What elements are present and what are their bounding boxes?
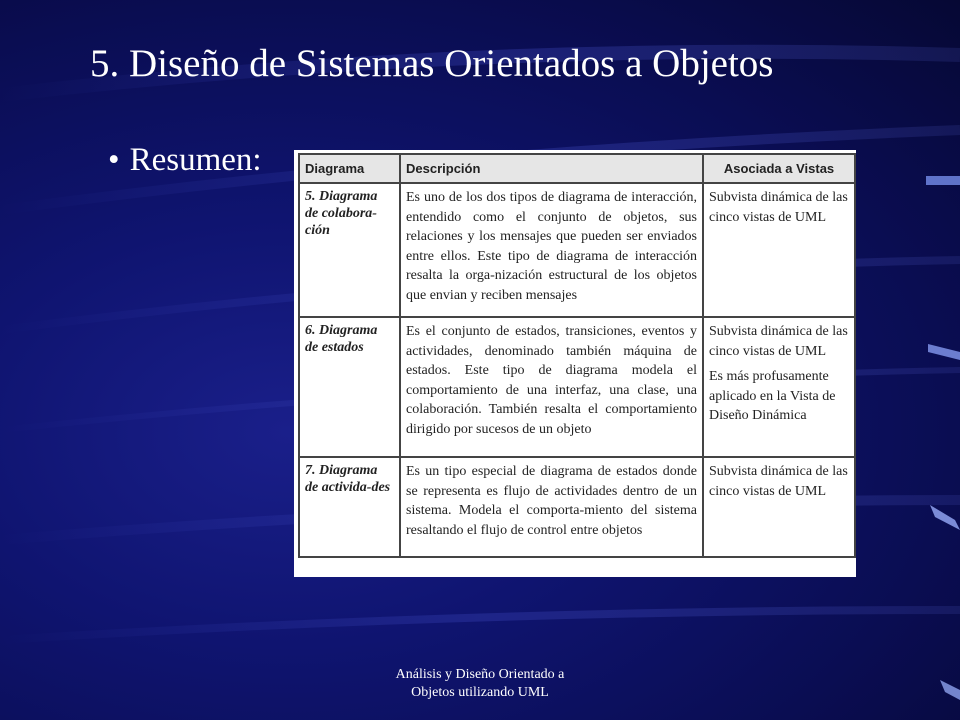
summary-table <box>298 153 856 558</box>
view-text: Subvista dinámica de las cinco vistas de UML <box>709 324 848 359</box>
slide-footer <box>340 666 620 702</box>
diagram-views <box>703 183 855 317</box>
table-header-row <box>299 154 855 183</box>
diagram-views <box>703 457 855 557</box>
diagram-views <box>703 317 855 457</box>
diagram-description: Es uno de los dos tipos de diagrama de interacción, entendido como el conjunto de objetos, sus relaciones y los mensajes que pueden ser enviados entre ellos. Este tipo de diagrama de interacción resalta la orga-nización estructural de los objetos que envian y reciben mensajes <box>400 183 703 317</box>
view-text-extra: Es más profusamente aplicado en la Vista de Diseño Dinámica <box>709 369 836 424</box>
footer-line-1: Análisis y Diseño Orientado a <box>395 667 565 682</box>
diagram-name: 5. Diagrama de colabora-ción <box>299 183 400 317</box>
diagram-description: Es un tipo especial de diagrama de estados donde se representa es flujo de actividades dentro de un sistema. Modela el comporta-miento del sistema resaltando el flujo de control entre objetos <box>400 457 703 557</box>
summary-table-image <box>294 150 856 577</box>
header-vistas: Asociada a Vistas <box>703 154 855 183</box>
bullet-dot: • <box>108 142 120 178</box>
header-descripcion: Descripción <box>400 154 703 183</box>
bullet-summary <box>108 138 262 182</box>
header-diagrama: Diagrama <box>299 154 400 183</box>
bullet-label: Resumen: <box>129 142 262 178</box>
slide-title: 5. Diseño de Sistemas Orientados a Objetos <box>90 42 774 85</box>
footer-line-2: Objetos utilizando UML <box>411 685 549 700</box>
view-text: Subvista dinámica de las cinco vistas de UML <box>709 464 848 499</box>
table-row <box>299 317 855 457</box>
view-text: Subvista dinámica de las cinco vistas de UML <box>709 190 848 225</box>
diagram-description: Es el conjunto de estados, transiciones, eventos y actividades, denominado también máquina de estados. Este tipo de diagrama modela el comportamiento de una interfaz, una clase, una colaboración. También resalta el comportamiento dirigido por sucesos de un objeto <box>400 317 703 457</box>
diagram-name: 7. Diagrama de activida-des <box>299 457 400 557</box>
table-row <box>299 183 855 317</box>
table-row <box>299 457 855 557</box>
diagram-name: 6. Diagrama de estados <box>299 317 400 457</box>
